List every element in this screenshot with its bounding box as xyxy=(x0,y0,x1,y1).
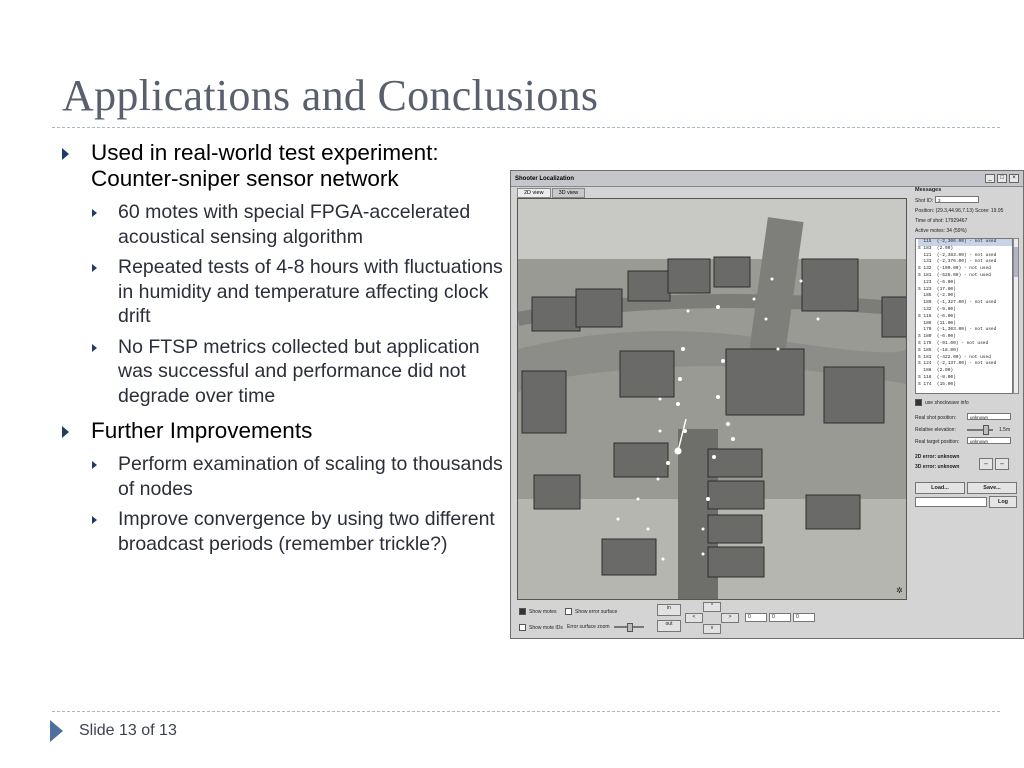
real-shot-position-label: Real shot position: xyxy=(915,415,957,421)
bullet-arrow-icon xyxy=(92,461,97,469)
svg-text:✲: ✲ xyxy=(896,586,903,595)
minimize-icon[interactable]: _ xyxy=(985,174,995,183)
bullet-text: Used in real-world test experiment: Counter-sniper sensor network xyxy=(91,140,439,191)
pan-up-button[interactable]: ^ xyxy=(703,602,721,612)
message-row[interactable]: S 123 (17.00) xyxy=(918,286,956,292)
log-input[interactable] xyxy=(915,497,987,507)
save-button[interactable]: Save... xyxy=(967,482,1017,494)
message-row[interactable]: S 180 (-6.00) xyxy=(918,334,956,340)
messages-header: Messages xyxy=(915,187,942,193)
bullet-arrow-icon xyxy=(62,148,69,160)
message-row[interactable]: 185 (-2.00) xyxy=(918,293,956,299)
elevation-slider[interactable] xyxy=(967,429,993,431)
bullet-list xyxy=(62,140,507,566)
message-row[interactable]: S 124 (-2,137.00) - not used xyxy=(918,361,997,367)
show-mote-ids-label: Show mote IDs xyxy=(529,624,563,631)
real-shot-position-dropdown[interactable]: unknown xyxy=(967,413,1011,420)
bullet-level1 xyxy=(62,418,507,444)
scrollbar-thumb[interactable] xyxy=(1014,247,1018,277)
message-row[interactable]: S 181 (-422.00) - not used xyxy=(918,354,991,360)
log-button[interactable]: Log xyxy=(989,496,1017,508)
real-target-position-label: Real target position: xyxy=(915,439,960,445)
bullet-arrow-icon xyxy=(62,426,69,438)
message-row[interactable]: 121 (-2,383.00) - not used xyxy=(918,252,997,258)
shot-id-dropdown[interactable]: 3 xyxy=(935,196,979,203)
bullet-level2 xyxy=(92,335,507,409)
bullet-text: Perform examination of scaling to thousands of nodes xyxy=(118,453,503,500)
show-mote-ids-row[interactable] xyxy=(519,624,563,631)
bullet-text: Improve convergence by using two different broadcast periods (remember trickle?) xyxy=(118,508,495,555)
error-2d-text: 2D error: unknown xyxy=(915,454,960,460)
use-shockwave-row[interactable] xyxy=(915,399,969,406)
zoom-in-button[interactable]: in xyxy=(657,604,681,616)
message-list[interactable] xyxy=(915,238,1013,394)
pan-left-button[interactable]: < xyxy=(685,613,703,623)
window-title: Shooter Localization xyxy=(515,175,575,182)
coord-z-field[interactable]: 0 xyxy=(793,613,815,622)
error-minus-button-2[interactable]: -- xyxy=(995,458,1009,470)
title-divider xyxy=(52,127,1000,128)
bullet-text: 60 motes with special FPGA-accelerated acoustical sensing algorithm xyxy=(118,201,471,248)
error-surface-zoom-row xyxy=(567,624,644,630)
bullet-arrow-icon xyxy=(92,516,97,524)
zoom-out-button[interactable]: out xyxy=(657,620,681,632)
messages-panel xyxy=(913,186,1021,636)
message-row[interactable]: S 185 (-18.00) xyxy=(918,347,959,353)
message-row[interactable]: S 132 (-109.00) - not used xyxy=(918,266,991,272)
message-row[interactable]: S 175 (-91.00) - not used xyxy=(918,340,989,346)
map-controls xyxy=(517,602,907,636)
use-shockwave-label: use shockwave info xyxy=(925,399,969,406)
shooter-localization-window xyxy=(510,170,1024,639)
message-row[interactable]: S 183 (2.00) xyxy=(918,245,954,251)
slide-number: Slide 13 of 13 xyxy=(79,722,177,739)
error-3d-text: 3D error: unknown xyxy=(915,464,960,470)
zoom-slider[interactable] xyxy=(614,626,644,628)
message-row[interactable]: 188 (2.00) xyxy=(918,368,954,374)
message-row[interactable]: S 118 (-6.00) xyxy=(918,313,956,319)
view-tabs xyxy=(517,188,586,198)
message-row[interactable]: 186 (11.00) xyxy=(918,320,956,326)
show-motes-row[interactable] xyxy=(519,608,557,615)
bullet-arrow-icon xyxy=(92,209,97,217)
bullet-arrow-icon xyxy=(92,264,97,272)
load-button[interactable]: Load... xyxy=(915,482,965,494)
show-motes-label: Show motes xyxy=(529,608,557,615)
bullet-level1 xyxy=(62,140,507,192)
pan-down-button[interactable]: v xyxy=(703,624,721,634)
message-row[interactable]: 132 (-9.00) xyxy=(918,306,956,312)
aerial-map-view[interactable] xyxy=(517,198,907,600)
bullet-text: No FTSP metrics collected but application was successful and performance did not degrade over time xyxy=(118,335,480,407)
show-error-surface-checkbox[interactable] xyxy=(565,608,572,615)
message-row[interactable]: S 181 (-526.00) - not used xyxy=(918,272,991,278)
message-row[interactable]: 123 (-6.00) xyxy=(918,279,956,285)
tab-2d-view[interactable]: 2D view xyxy=(517,188,551,198)
footer-divider xyxy=(52,711,1000,712)
active-motes-text: Active motes: 34 (59%) xyxy=(915,228,967,234)
pan-right-button[interactable]: > xyxy=(721,613,739,623)
window-titlebar xyxy=(511,171,1023,187)
message-row[interactable]: 115 (-2,306.00) - not used xyxy=(918,239,1012,246)
bullet-level2 xyxy=(92,507,507,556)
show-mote-ids-checkbox[interactable] xyxy=(519,624,526,631)
aerial-photo xyxy=(518,199,906,599)
show-error-surface-row[interactable] xyxy=(565,608,617,615)
bullet-text: Repeated tests of 4-8 hours with fluctuations in humidity and temperature affecting clock drift xyxy=(118,256,503,327)
slide-title: Applications and Conclusions xyxy=(62,71,599,120)
show-motes-checkbox[interactable] xyxy=(519,608,526,615)
elevation-slider-handle[interactable] xyxy=(983,425,989,435)
position-text: Position: (29.3,44.96,7.13) Score: 19.95 xyxy=(915,208,1004,214)
maximize-icon[interactable]: □ xyxy=(997,174,1007,183)
tab-3d-view[interactable]: 3D view xyxy=(552,188,586,198)
message-row[interactable]: 189 (-1,327.00) - not used xyxy=(918,300,997,306)
bullet-group xyxy=(62,418,507,556)
bullet-arrow-icon xyxy=(92,344,97,352)
error-minus-button[interactable]: -- xyxy=(979,458,993,470)
footer-arrow-icon xyxy=(50,720,63,742)
bullet-text: Further Improvements xyxy=(91,418,313,443)
close-icon[interactable]: × xyxy=(1009,174,1019,183)
relative-elevation-label: Relative elevation: xyxy=(915,427,956,433)
bullet-level2 xyxy=(92,255,507,329)
message-row[interactable]: S 118 (-8.00) xyxy=(918,374,956,380)
elevation-value: 1.5m xyxy=(999,427,1011,433)
bullet-group xyxy=(62,140,507,408)
message-list-scrollbar[interactable] xyxy=(1013,238,1019,394)
bullet-level2 xyxy=(92,200,507,249)
footer xyxy=(50,720,177,742)
bullet-level2 xyxy=(92,452,507,501)
zoom-slider-handle[interactable] xyxy=(627,623,633,632)
message-row[interactable]: 131 (-2,376.00) - not used xyxy=(918,259,997,265)
real-target-position-dropdown[interactable]: unknown xyxy=(967,437,1011,444)
message-row[interactable]: 170 (-1,303.00) - not used xyxy=(918,327,997,333)
time-of-shot-text: Time of shot: 17929467 xyxy=(915,218,968,224)
show-error-surface-label: Show error surface xyxy=(575,608,618,615)
message-row[interactable]: S 174 (15.00) xyxy=(918,381,956,387)
coord-x-field[interactable]: 0 xyxy=(745,613,767,622)
shot-id-label: Shot ID: xyxy=(915,198,934,204)
use-shockwave-checkbox[interactable] xyxy=(915,399,922,406)
coord-y-field[interactable]: 0 xyxy=(769,613,791,622)
error-surface-zoom-label: Error surface zoom xyxy=(567,624,610,630)
